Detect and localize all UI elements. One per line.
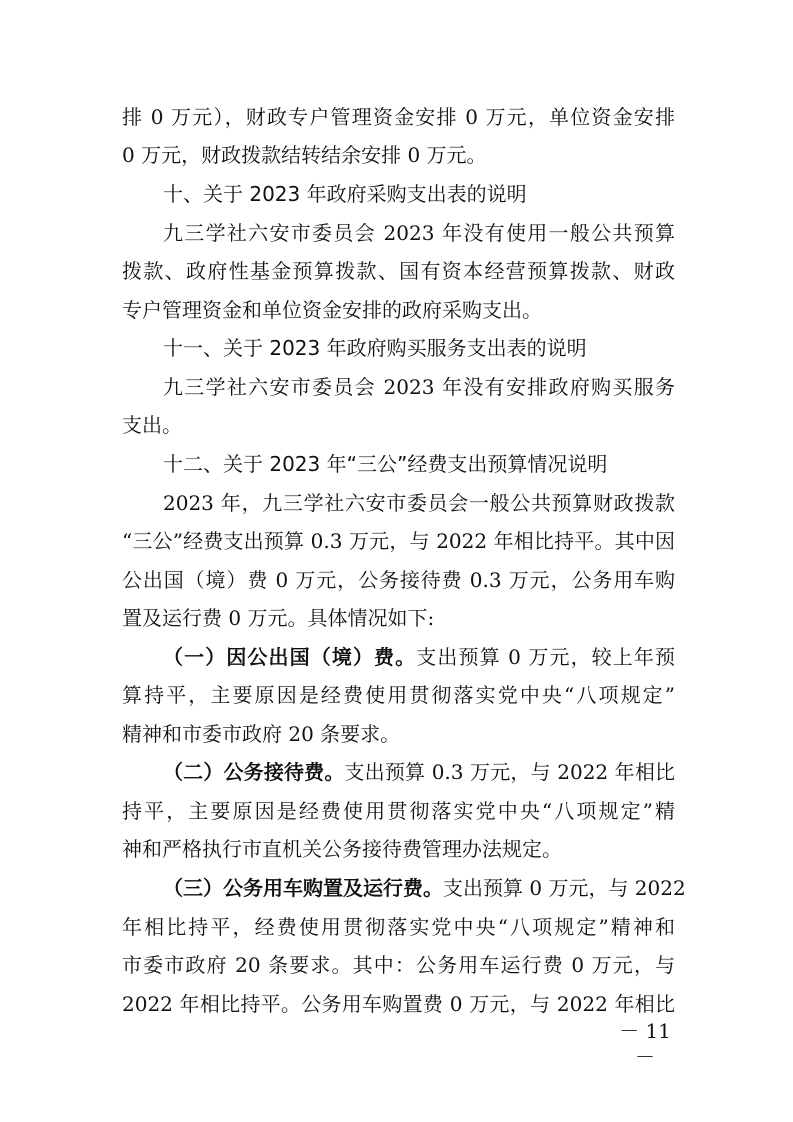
subsection-text: 支出预算 0 万元，与 2022 xyxy=(443,876,686,900)
paragraph-line: 0 万元，财政拨款结转结余安排 0 万元。 xyxy=(122,143,487,167)
paragraph-line: 精神和市委市政府 20 条要求。 xyxy=(122,722,401,746)
paragraph-line: 算持平，主要原因是经费使用贯彻落实党中央“八项规定” xyxy=(122,683,675,707)
paragraph-line xyxy=(163,875,686,901)
paragraph-line: 持平，主要原因是经费使用贯彻落实党中央“八项规定”精 xyxy=(122,799,675,823)
paragraph-line: 支出。 xyxy=(122,413,182,437)
paragraph-line: 2023 年，九三学社六安市委员会一般公共预算财政拨款 xyxy=(163,491,675,515)
subsection-title-1: （一）因公出国（境）费。 xyxy=(163,645,417,669)
paragraph-line: 年相比持平，经费使用贯彻落实党中央“八项规定”精神和 xyxy=(122,915,675,939)
paragraph-line: “三公”经费支出预算 0.3 万元，与 2022 年相比持平。其中因 xyxy=(122,529,675,553)
paragraph-line xyxy=(163,644,675,670)
paragraph-line: 九三学社六安市委员会 2023 年没有安排政府购买服务 xyxy=(163,375,675,399)
paragraph-line: 市委市政府 20 条要求。其中：公务用车运行费 0 万元，与 xyxy=(122,953,675,977)
section-heading-12: 十二、关于 2023 年“三公”经费支出预算情况说明 xyxy=(163,452,608,476)
subsection-title-2: （二）公务接待费。 xyxy=(163,760,345,784)
subsection-text: 支出预算 0 万元，较上年预 xyxy=(416,645,675,669)
paragraph-line xyxy=(163,759,675,785)
section-heading-10: 十、关于 2023 年政府采购支出表的说明 xyxy=(163,182,527,206)
paragraph-line: 专户管理资金和单位资金安排的政府采购支出。 xyxy=(122,298,542,322)
paragraph-line: 排 0 万元），财政专户管理资金安排 0 万元，单位资金安排 xyxy=(122,105,675,129)
paragraph-line: 置及运行费 0 万元。具体情况如下: xyxy=(122,606,435,630)
subsection-title-3: （三）公务用车购置及运行费。 xyxy=(163,876,443,900)
paragraph-line: 2022 年相比持平。公务用车购置费 0 万元，与 2022 年相比 xyxy=(122,992,675,1016)
page-number: － 11 － xyxy=(619,1019,671,1069)
section-heading-11: 十一、关于 2023 年政府购买服务支出表的说明 xyxy=(163,336,587,360)
paragraph-line: 神和严格执行市直机关公务接待费管理办法规定。 xyxy=(122,837,562,861)
subsection-text: 支出预算 0.3 万元，与 2022 年相比 xyxy=(344,760,675,784)
paragraph-line: 拨款、政府性基金预算拨款、国有资本经营预算拨款、财政 xyxy=(122,259,675,283)
paragraph-line: 九三学社六安市委员会 2023 年没有使用一般公共预算 xyxy=(163,221,675,245)
paragraph-line: 公出国（境）费 0 万元，公务接待费 0.3 万元，公务用车购 xyxy=(122,568,675,592)
